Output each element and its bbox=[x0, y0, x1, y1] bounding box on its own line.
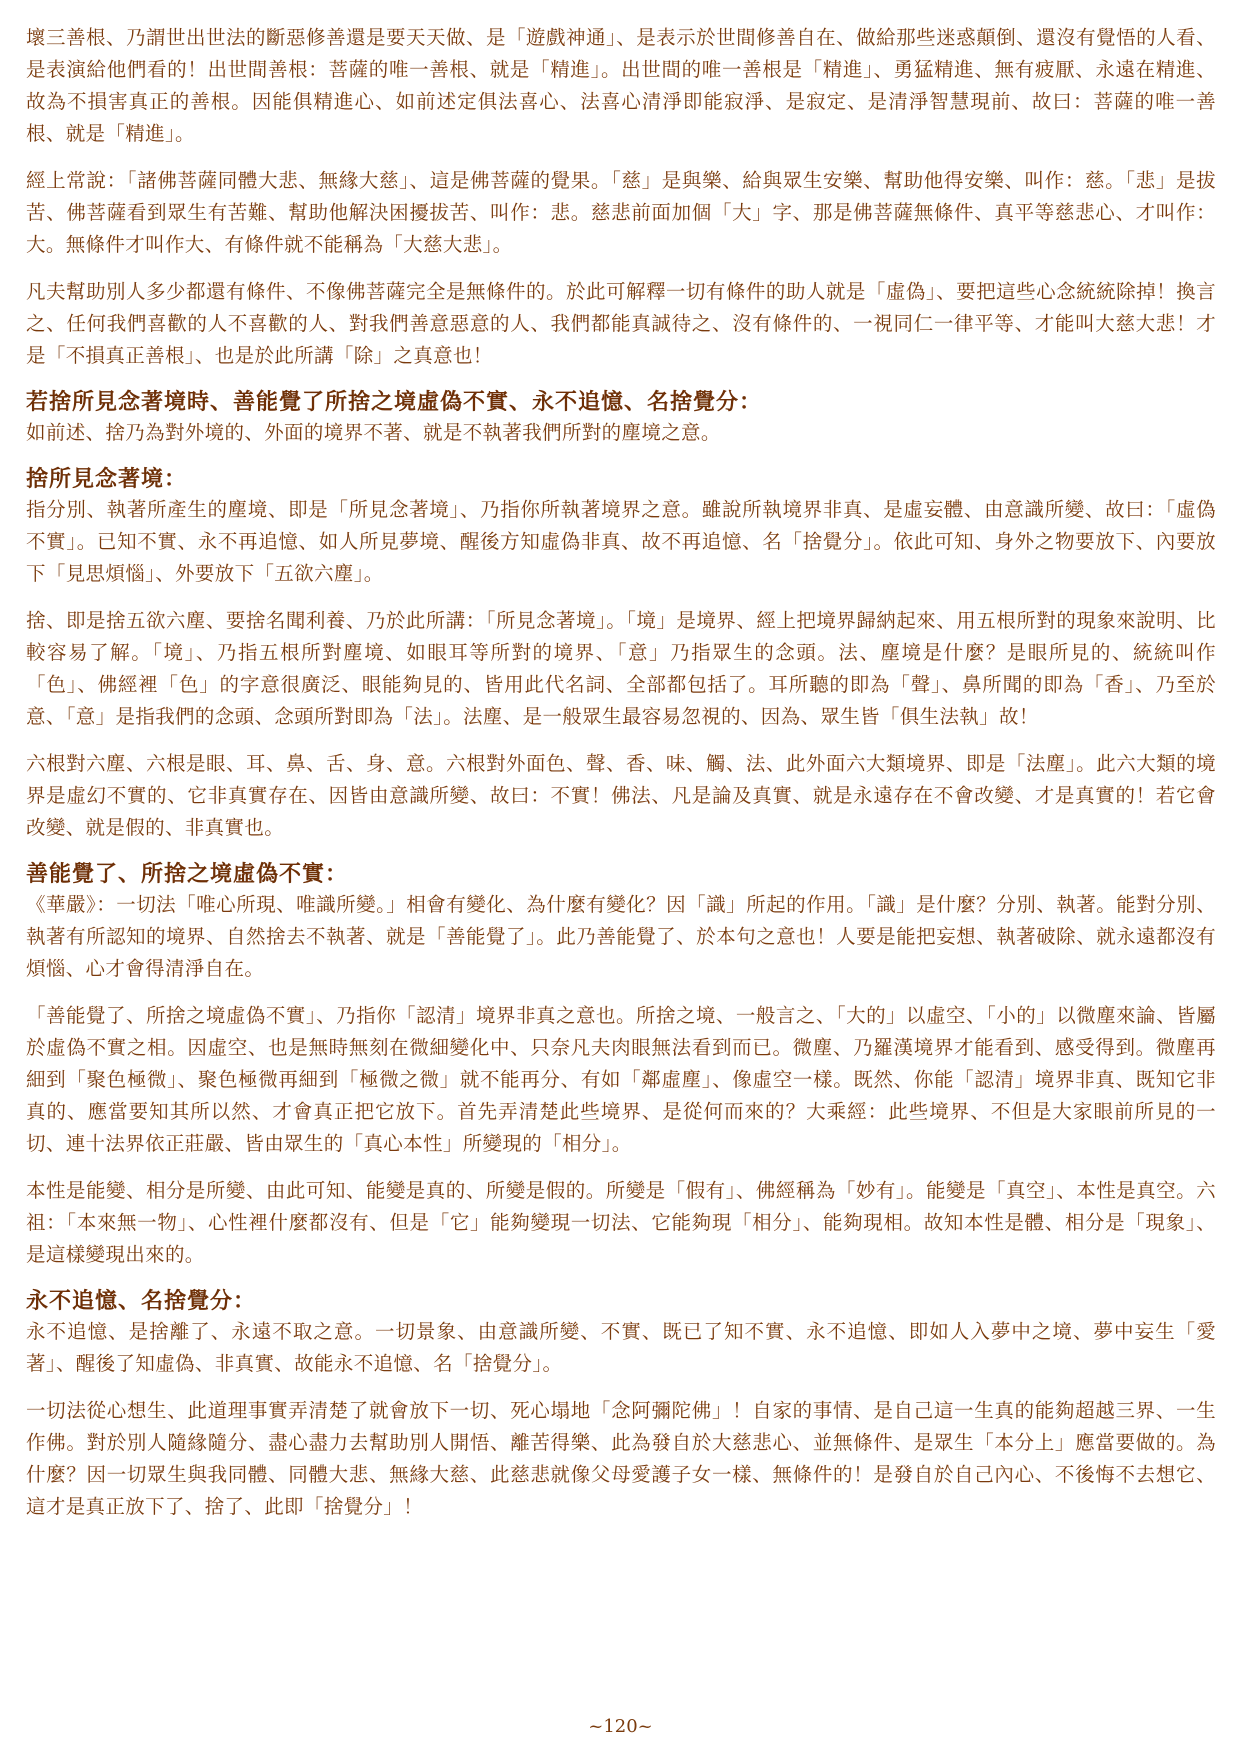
paragraph: 永不追憶、是捨離了、永遠不取之意。一切景象、由意識所變、不實、既已了知不實、永不追憶、即如人入夢中之境、夢中妄生「愛著」、醒後了知虛偽、非真實、故能永不追憶、名「捨覺分」。 bbox=[26, 1320, 1216, 1375]
paragraph: 《華嚴》：一切法「唯心所現、唯識所變。」相會有變化、為什麼有變化？因「識」所起的作用。「識」是什麼？分別、執著。能對分別、執著有所認知的境界、自然捨去不執著、就是「善能覺了」。此乃善能覺了、於本句之意也！人要是能把妄想、執著破除、就永遠都沒有煩惱、心才會得清淨自在。 bbox=[26, 893, 1216, 980]
section-yong-bu-zhui-yi bbox=[26, 1286, 1216, 1523]
section-shan-neng-jue-liao bbox=[26, 859, 1216, 1271]
paragraph: 「善能覺了、所捨之境虛偽不實」、乃指你「認清」境界非真之意也。所捨之境、一般言之、「大的」以虛空、「小的」以微塵來論、皆屬於虛偽不實之相。因虛空、也是無時無刻在微細變化中、只奈凡夫肉眼無法看到而已。微塵、乃羅漢境界才能看到、感受得到。微塵再細到「聚色極微」、聚色極微再細到「極微之微」就不能再分、有如「鄰虛塵」、像虛空一樣。既然、你能「認清」境界非真、既知它非真的、應當要知其所以然、才會真正把它放下。首先弄清楚此些境界、是從何而來的？大乘經：此些境界、不但是大家眼前所見的一切、連十法界依正莊嚴、皆由眾生的「真心本性」所變現的「相分」。 bbox=[26, 1004, 1216, 1155]
document-page bbox=[26, 22, 1216, 1538]
paragraph: 捨、即是捨五欲六塵、要捨名聞利養、乃於此所講：「所見念著境」。「境」是境界、經上把境界歸納起來、用五根所對的現象來說明、比較容易了解。「境」、乃指五根所對塵境、如眼耳等所對的境界、「意」乃指眾生的念頭。法、塵境是什麼？是眼所見的、統統叫作「色」、佛經裡「色」的字意很廣泛、眼能夠見的、皆用此代名詞、全部都包括了。耳所聽的即為「聲」、鼻所聞的即為「香」、乃至於意、「意」是指我們的念頭、念頭所對即為「法」。法塵、是一般眾生最容易忽視的、因為、眾生皆「俱生法執」故！ bbox=[26, 609, 1216, 728]
section-heading: 永不追憶、名捨覺分： bbox=[26, 1288, 257, 1314]
section-suo-jian-nian-zhe-jing bbox=[26, 464, 1216, 844]
paragraph: 一切法從心想生、此道理事實弄清楚了就會放下一切、死心塌地「念阿彌陀佛」！自家的事情、是自己這一生真的能夠超越三界、一生作佛。對於別人隨緣隨分、盡心盡力去幫助別人開悟、離苦得樂、此為發自於大慈悲心、並無條件、是眾生「本分上」應當要做的。為什麼？因一切眾生與我同體、同體大悲、無緣大慈、此慈悲就像父母愛護子女一樣、無條件的！是發自於自己內心、不後悔不去想它、這才是真正放下了、捨了、此即「捨覺分」！ bbox=[26, 1399, 1216, 1518]
paragraph: 經上常說：「諸佛菩薩同體大悲、無緣大慈」、這是佛菩薩的覺果。「慈」是與樂、給與眾生安樂、幫助他得安樂、叫作：慈。「悲」是拔苦、佛菩薩看到眾生有苦難、幫助他解決困擾拔苦、叫作：悲。慈悲前面加個「大」字、那是佛菩薩無條件、真平等慈悲心、才叫作：大。無條件才叫作大、有條件就不能稱為「大慈大悲」。 bbox=[26, 169, 1216, 256]
section-heading: 若捨所見念著境時、善能覺了所捨之境虛偽不實、永不追憶、名捨覺分： bbox=[26, 389, 763, 415]
section-heading: 善能覺了、所捨之境虛偽不實： bbox=[26, 861, 349, 887]
section-she-jue-fen bbox=[26, 387, 1216, 449]
paragraph: 如前述、捨乃為對外境的、外面的境界不著、就是不執著我們所對的塵境之意。 bbox=[26, 421, 721, 444]
paragraph: 本性是能變、相分是所變、由此可知、能變是真的、所變是假的。所變是「假有」、佛經稱為「妙有」。能變是「真空」、本性是真空。六祖：「本來無一物」、心性裡什麼都沒有、但是「它」能夠變現一切法、它能夠現「相分」、能夠現相。故知本性是體、相分是「現象」、是這樣變現出來的。 bbox=[26, 1179, 1216, 1266]
paragraph: 壞三善根、乃謂世出世法的斷惡修善還是要天天做、是「遊戲神通」、是表示於世間修善自在、做給那些迷惑顛倒、還沒有覺悟的人看、是表演給他們看的！出世間善根：菩薩的唯一善根、就是「精進」。出世間的唯一善根是「精進」、勇猛精進、無有疲厭、永遠在精進、故為不損害真正的善根。因能俱精進心、如前述定俱法喜心、法喜心清淨即能寂淨、是寂定、是清淨智慧現前、故曰：菩薩的唯一善根、就是「精進」。 bbox=[26, 26, 1216, 145]
paragraph: 六根對六塵、六根是眼、耳、鼻、舌、身、意。六根對外面色、聲、香、味、觸、法、此外面六大類境界、即是「法塵」。此六大類的境界是虛幻不實的、它非真實存在、因皆由意識所變、故曰：不實！佛法、凡是論及真實、就是永遠存在不會改變、才是真實的！若它會改變、就是假的、非真實也。 bbox=[26, 752, 1216, 839]
paragraph: 指分別、執著所產生的塵境、即是「所見念著境」、乃指你所執著境界之意。雖說所執境界非真、是虛妄體、由意識所變、故曰：「虛偽不實」。已知不實、永不再追憶、如人所見夢境、醒後方知虛偽非真、故不再追憶、名「捨覺分」。依此可知、身外之物要放下、內要放下「見思煩惱」、外要放下「五欲六塵」。 bbox=[26, 498, 1216, 585]
paragraph: 凡夫幫助別人多少都還有條件、不像佛菩薩完全是無條件的。於此可解釋一切有條件的助人就是「虛偽」、要把這些心念統統除掉！換言之、任何我們喜歡的人不喜歡的人、對我們善意惡意的人、我們都能真誠待之、沒有條件的、一視同仁一律平等、才能叫大慈大悲！才是「不損真正善根」、也是於此所講「除」之真意也！ bbox=[26, 280, 1216, 367]
intro-block bbox=[26, 22, 1216, 372]
page-number: ~120~ bbox=[588, 1716, 653, 1737]
section-heading: 捨所見念著境： bbox=[26, 466, 188, 492]
